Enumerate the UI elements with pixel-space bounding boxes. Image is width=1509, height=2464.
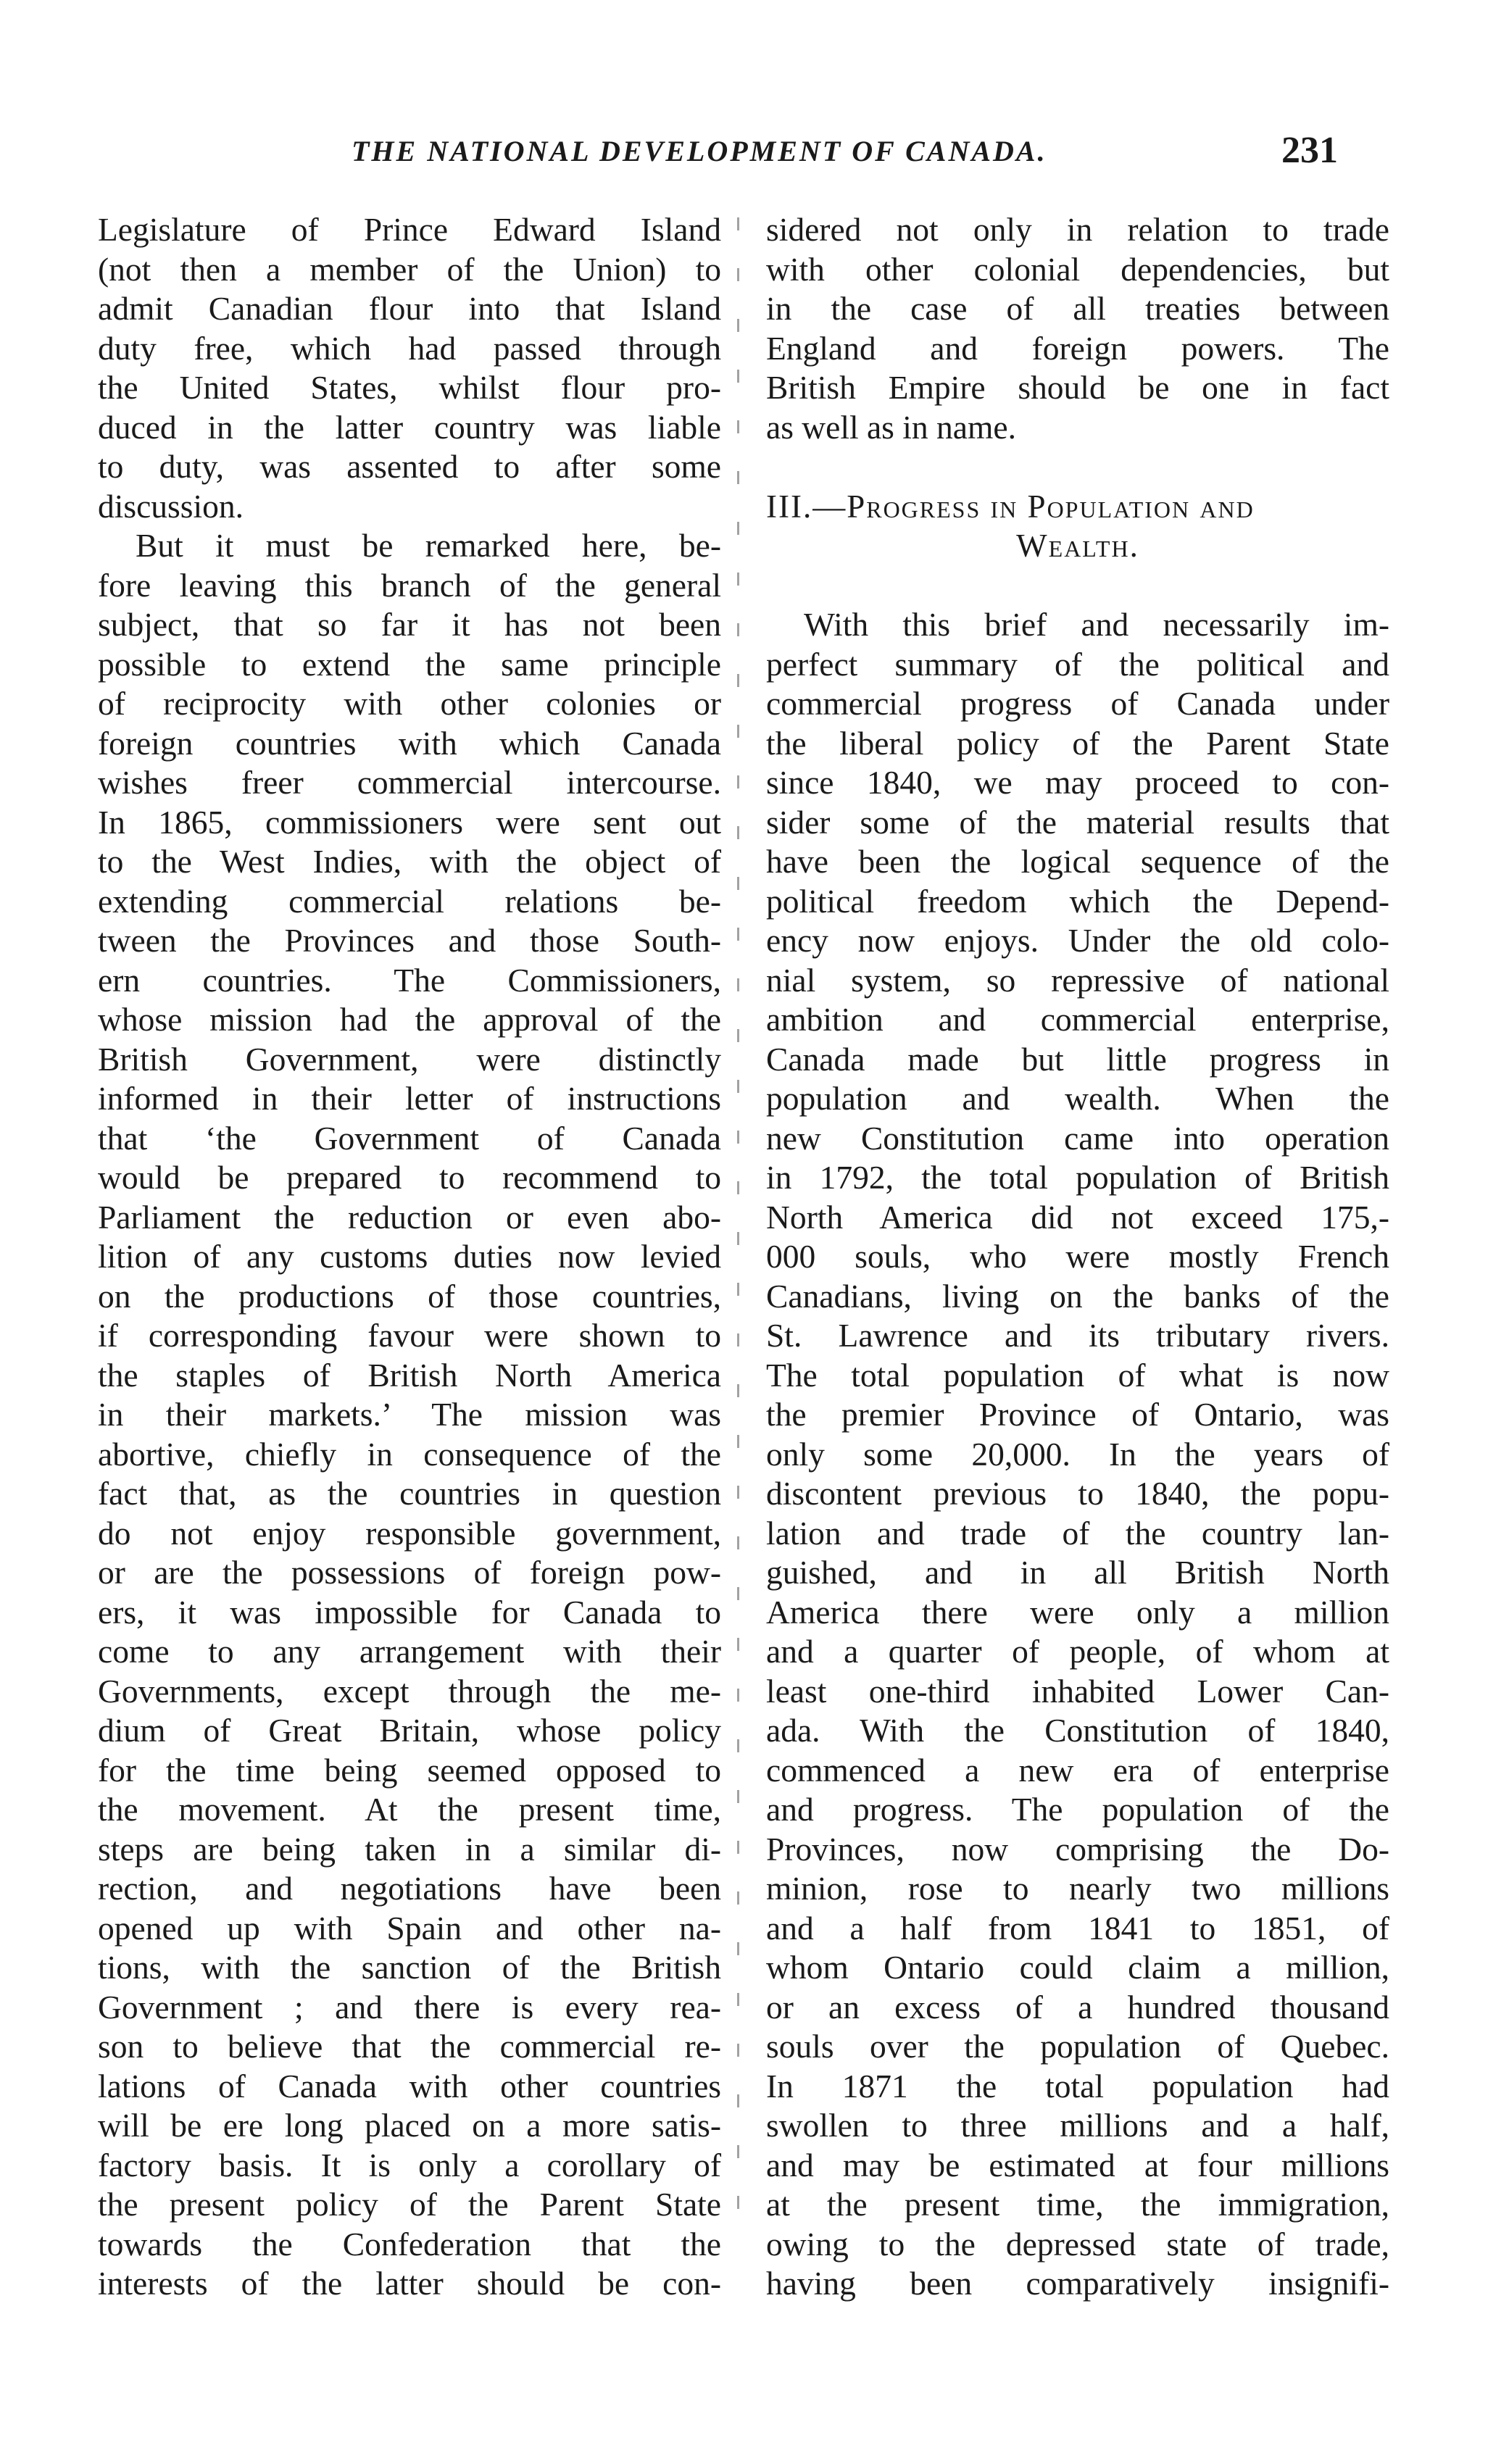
text-line: dium of Great Britain, whose policy: [98, 1712, 721, 1749]
text-line: that ‘the Government of Canada: [98, 1119, 721, 1157]
text-line: the liberal policy of the Parent State: [766, 724, 1389, 762]
text-line: the United States, whilst flour pro-: [98, 369, 721, 406]
text-line: lition of any customs duties now levied: [98, 1238, 721, 1275]
text-line: In 1871 the total population had: [766, 2067, 1389, 2105]
text-line: to the West Indies, with the object of: [98, 843, 721, 880]
text-line: the present policy of the Parent State: [98, 2186, 721, 2223]
text-line: discontent previous to 1840, the popu-: [766, 1475, 1389, 1512]
text-line: duced in the latter country was liable: [98, 408, 721, 446]
text-line: in 1792, the total population of British: [766, 1159, 1389, 1196]
text-line: at the present time, the immigration,: [766, 2186, 1389, 2223]
text-line: abortive, chiefly in consequence of the: [98, 1435, 721, 1473]
text-line: 000 souls, who were mostly French: [766, 1238, 1389, 1275]
text-line: new Constitution came into operation: [766, 1119, 1389, 1157]
column-gutter-rule: [737, 217, 739, 2218]
text-line: interests of the latter should be con-: [98, 2265, 721, 2302]
text-line: and a half from 1841 to 1851, of: [766, 1909, 1389, 1947]
text-line: British Empire should be one in fact: [766, 369, 1389, 406]
text-line: have been the logical sequence of the: [766, 843, 1389, 880]
text-line: Canada made but little progress in: [766, 1040, 1389, 1078]
text-line: But it must be remarked here, be-: [136, 527, 721, 564]
text-line: lations of Canada with other countries: [98, 2067, 721, 2105]
text-line: in their markets.’ The mission was: [98, 1396, 721, 1433]
text-line: admit Canadian flour into that Island: [98, 290, 721, 327]
text-line: son to believe that the commercial re-: [98, 2028, 721, 2065]
text-line: rection, and negotiations have been: [98, 1870, 721, 1907]
text-line: swollen to three millions and a half,: [766, 2107, 1389, 2144]
text-line: Legislature of Prince Edward Island: [98, 211, 721, 248]
text-line: will be ere long placed on a more satis-: [98, 2107, 721, 2144]
text-line: North America did not exceed 175,-: [766, 1198, 1389, 1236]
text-line: commenced a new era of enterprise: [766, 1751, 1389, 1789]
page-number: 231: [1281, 130, 1338, 171]
text-line: tions, with the sanction of the British: [98, 1949, 721, 1986]
spacer: [766, 566, 1389, 606]
text-line: for the time being seemed opposed to: [98, 1751, 721, 1789]
section-heading-line-2: Wealth.: [1016, 528, 1139, 564]
text-line: Parliament the reduction or even abo-: [98, 1198, 721, 1236]
text-line: sider some of the material results that: [766, 803, 1389, 841]
text-line: souls over the population of Quebec.: [766, 2028, 1389, 2065]
text-line: ers, it was impossible for Canada to: [98, 1593, 721, 1631]
text-line: with other colonial dependencies, but: [766, 250, 1389, 288]
text-line: commercial progress of Canada under: [766, 685, 1389, 722]
right-column: [766, 210, 1389, 2304]
right-column-paragraph-1: [766, 210, 1389, 447]
text-line: In 1865, commissioners were sent out: [98, 803, 721, 841]
text-line: foreign countries with which Canada: [98, 724, 721, 762]
text-line: With this brief and necessarily im-: [804, 606, 1389, 643]
text-line: factory basis. It is only a corollary of: [98, 2146, 721, 2184]
text-line: whom Ontario could claim a million,: [766, 1949, 1389, 1986]
text-line: or are the possessions of foreign pow-: [98, 1554, 721, 1591]
text-line: St. Lawrence and its tributary rivers.: [766, 1317, 1389, 1354]
text-line: ern countries. The Commissioners,: [98, 961, 721, 999]
text-line: the staples of British North America: [98, 1356, 721, 1394]
text-line: England and foreign powers. The: [766, 329, 1389, 367]
text-line: steps are being taken in a similar di-: [98, 1830, 721, 1868]
text-line: fore leaving this branch of the general: [98, 566, 721, 604]
text-line: perfect summary of the political and: [766, 645, 1389, 683]
text-line: on the productions of those countries,: [98, 1277, 721, 1315]
text-line: wishes freer commercial intercourse.: [98, 764, 721, 801]
text-line: population and wealth. When the: [766, 1080, 1389, 1117]
text-line: only some 20,000. In the years of: [766, 1435, 1389, 1473]
text-line: possible to extend the same principle: [98, 645, 721, 683]
text-line: and a quarter of people, of whom at: [766, 1633, 1389, 1670]
text-line: opened up with Spain and other na-: [98, 1909, 721, 1947]
text-line: sidered not only in relation to trade: [766, 211, 1389, 248]
text-line: guished, and in all British North: [766, 1554, 1389, 1591]
text-line: of reciprocity with other colonies or: [98, 685, 721, 722]
text-line: tween the Provinces and those South-: [98, 922, 721, 959]
text-line: lation and trade of the country lan-: [766, 1514, 1389, 1552]
text-line: minion, rose to nearly two millions: [766, 1870, 1389, 1907]
text-line: and may be estimated at four millions: [766, 2146, 1389, 2184]
text-line: ency now enjoys. Under the old colo-: [766, 922, 1389, 959]
text-line: in the case of all treaties between: [766, 290, 1389, 327]
text-line: come to any arrangement with their: [98, 1633, 721, 1670]
text-line: and progress. The population of the: [766, 1791, 1389, 1828]
text-line: or an excess of a hundred thousand: [766, 1988, 1389, 2026]
left-column: [98, 210, 721, 2304]
text-line: (not then a member of the Union) to: [98, 250, 721, 288]
spacer: [766, 447, 1389, 487]
text-line: to duty, was assented to after some: [98, 448, 721, 485]
text-line: as well as in name.: [766, 408, 1016, 446]
text-line: since 1840, we may proceed to con-: [766, 764, 1389, 801]
text-line: Provinces, now comprising the Do-: [766, 1830, 1389, 1868]
text-line: owing to the depressed state of trade,: [766, 2225, 1389, 2263]
running-title: THE NATIONAL DEVELOPMENT OF CANADA.: [352, 135, 1047, 167]
text-line: do not enjoy responsible government,: [98, 1514, 721, 1552]
right-column-paragraph-2: [766, 605, 1389, 2304]
text-line: nial system, so repressive of national: [766, 961, 1389, 999]
text-line: if corresponding favour were shown to: [98, 1317, 721, 1354]
text-line: having been comparatively insignifi-: [766, 2265, 1389, 2302]
text-line: the movement. At the present time,: [98, 1791, 721, 1828]
text-line: America there were only a million: [766, 1593, 1389, 1631]
text-line: The total population of what is now: [766, 1356, 1389, 1394]
text-line: political freedom which the Depend-: [766, 882, 1389, 920]
text-line: Canadians, living on the banks of the: [766, 1277, 1389, 1315]
text-line: towards the Confederation that the: [98, 2225, 721, 2263]
text-line: informed in their letter of instructions: [98, 1080, 721, 1117]
text-line: British Government, were distinctly: [98, 1040, 721, 1078]
text-line: least one-third inhabited Lower Can-: [766, 1672, 1389, 1710]
text-line: the premier Province of Ontario, was: [766, 1396, 1389, 1433]
text-line: would be prepared to recommend to: [98, 1159, 721, 1196]
text-line: discussion.: [98, 487, 244, 525]
text-line: Government ; and there is every rea-: [98, 1988, 721, 2026]
text-line: duty free, which had passed through: [98, 329, 721, 367]
text-line: fact that, as the countries in question: [98, 1475, 721, 1512]
text-line: ambition and commercial enterprise,: [766, 1001, 1389, 1038]
text-line: whose mission had the approval of the: [98, 1001, 721, 1038]
text-line: Governments, except through the me-: [98, 1672, 721, 1710]
text-line: subject, that so far it has not been: [98, 606, 721, 643]
text-line: extending commercial relations be-: [98, 882, 721, 920]
text-line: ada. With the Constitution of 1840,: [766, 1712, 1389, 1749]
section-heading-line-1: III.—Progress in Population and: [766, 488, 1255, 525]
